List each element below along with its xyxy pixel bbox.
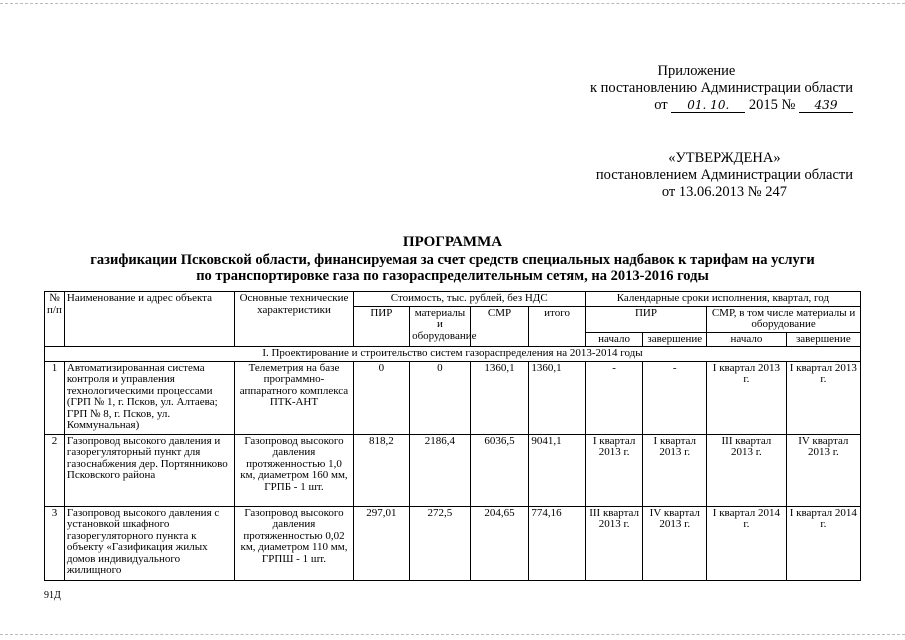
header-terms: Календарные сроки исполнения, квартал, год <box>585 292 860 307</box>
cell-tech: Газопровод высокого давления протяженностью 1,0 км, диаметром 160 мм, ГРПБ - 1 шт. <box>235 434 353 506</box>
header-name: Наименование и адрес объекта <box>64 292 235 347</box>
cell-pir-end: I квартал 2013 г. <box>643 434 707 506</box>
header-cost-smr: СМР <box>470 306 529 347</box>
cell-cost-total: 774,16 <box>529 506 586 580</box>
cell-cost-smr: 1360,1 <box>470 361 529 434</box>
approval-line2: от 13.06.2013 № 247 <box>661 184 787 200</box>
program-table <box>44 291 861 581</box>
header-cost-materials: материалы и оборудование <box>410 306 471 347</box>
cell-num: 3 <box>45 506 65 580</box>
header-tech: Основные технические характеристики <box>235 292 353 347</box>
cell-smr-end: I квартал 2014 г. <box>786 506 860 580</box>
scan-edge-top <box>0 3 905 5</box>
header-pir-start: начало <box>585 332 643 347</box>
approval-block <box>596 150 853 201</box>
table-row <box>45 434 861 506</box>
header-terms-pir: ПИР <box>585 306 706 332</box>
header-terms-smr: СМР, в том числе материалы и оборудование <box>707 306 861 332</box>
cell-cost-materials: 2186,4 <box>410 434 471 506</box>
table-row <box>45 506 861 580</box>
date-prefix: от <box>654 97 668 113</box>
appendix-title: Приложение <box>657 63 736 79</box>
cell-pir-start: I квартал 2013 г. <box>585 434 643 506</box>
program-title-block <box>0 234 905 284</box>
cell-cost-pir: 818,2 <box>353 434 409 506</box>
appendix-date-line <box>590 97 853 114</box>
cell-smr-start: I квартал 2013 г. <box>707 361 787 434</box>
appendix-line: к постановлению Администрации области <box>589 80 853 96</box>
header-cost: Стоимость, тыс. рублей, без НДС <box>353 292 585 307</box>
cell-smr-start: I квартал 2014 г. <box>707 506 787 580</box>
cell-pir-start: - <box>585 361 643 434</box>
approval-line1: постановлением Администрации области <box>595 167 853 183</box>
cell-pir-end: IV квартал 2013 г. <box>643 506 707 580</box>
cell-cost-smr: 6036,5 <box>470 434 529 506</box>
cell-name: Автоматизированная система контроля и управления технологическими процессами (ГРП № 1, г. Псков, ул. Алтаева; ГРП № 8, г. Псков, ул. Коммунальная) <box>64 361 235 434</box>
cell-tech: Телеметрия на базе программно-аппаратного комплекса ПТК-АНТ <box>235 361 353 434</box>
handwritten-date: 01. 10. <box>671 98 745 113</box>
table-row <box>45 361 861 434</box>
cell-cost-total: 9041,1 <box>529 434 586 506</box>
header-cost-pir: ПИР <box>353 306 409 347</box>
section-row <box>45 347 861 362</box>
cell-cost-materials: 272,5 <box>410 506 471 580</box>
cell-pir-end: - <box>643 361 707 434</box>
cell-cost-smr: 204,65 <box>470 506 529 580</box>
cell-name: Газопровод высокого давления с установкой шкафного газорегуляторного пункта к объекту «Газификация жилых домов индивидуального жилищного <box>64 506 235 580</box>
program-title: ПРОГРАММА <box>402 234 503 250</box>
program-subtitle-2: по транспортировке газа по газораспределительным сетям, на 2013-2016 годы <box>196 268 709 284</box>
scan-edge-bottom <box>0 634 905 636</box>
section-title: I. Проектирование и строительство систем газораспределения на 2013-2014 годы <box>45 347 861 362</box>
cell-name: Газопровод высокого давления и газорегуляторный пункт для газоснабжения дер. Портянниково Псковского района <box>64 434 235 506</box>
header-num: № п/п <box>45 292 65 347</box>
cell-num: 1 <box>45 361 65 434</box>
cell-smr-start: III квартал 2013 г. <box>707 434 787 506</box>
cell-smr-end: I квартал 2013 г. <box>786 361 860 434</box>
cell-tech: Газопровод высокого давления протяженностью 0,02 км, диаметром 110 мм, ГРПШ - 1 шт. <box>235 506 353 580</box>
header-pir-end: завершение <box>643 332 707 347</box>
header-row-1 <box>45 292 861 307</box>
cell-cost-pir: 0 <box>353 361 409 434</box>
year-text: 2015 № <box>748 97 796 113</box>
page-footer-code: 91Д <box>44 590 61 601</box>
appendix-block <box>590 63 853 114</box>
approval-heading: «УТВЕРЖДЕНА» <box>668 150 781 166</box>
cell-smr-end: IV квартал 2013 г. <box>786 434 860 506</box>
header-smr-end: завершение <box>786 332 860 347</box>
header-cost-total: итого <box>529 306 586 347</box>
cell-num: 2 <box>45 434 65 506</box>
program-subtitle-1: газификации Псковской области, финансируемая за счет средств специальных надбавок к тарифам на услуги <box>90 252 815 268</box>
cell-cost-total: 1360,1 <box>529 361 586 434</box>
cell-cost-pir: 297,01 <box>353 506 409 580</box>
cell-pir-start: III квартал 2013 г. <box>585 506 643 580</box>
handwritten-number: 439 <box>799 98 853 113</box>
cell-cost-materials: 0 <box>410 361 471 434</box>
header-smr-start: начало <box>707 332 787 347</box>
